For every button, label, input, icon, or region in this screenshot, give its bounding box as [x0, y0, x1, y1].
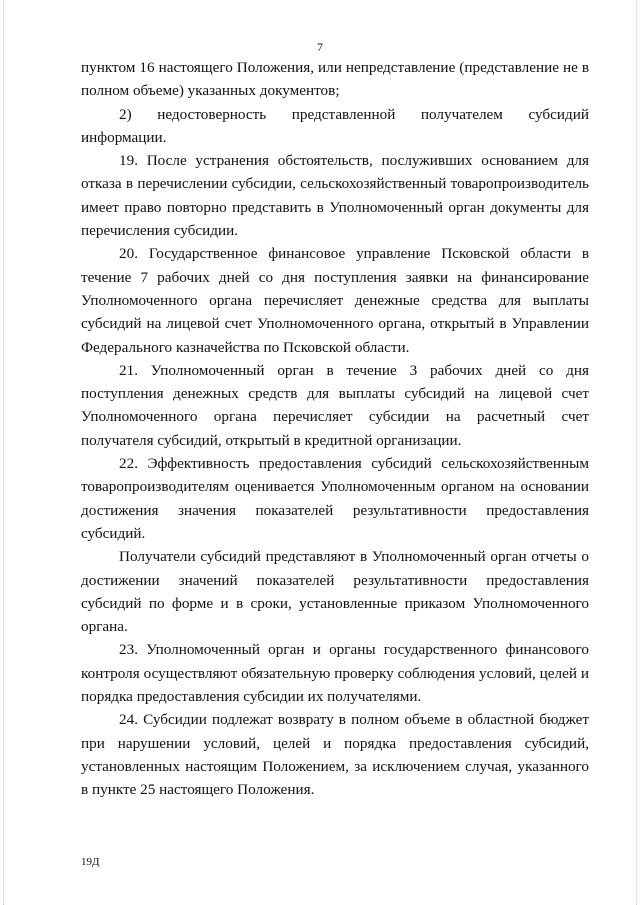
paragraph-20: 20. Государственное финансовое управление Псковской области в течение 7 рабочих дней со дня поступления заявки на финансирование Уполномоченного органа перечисляет денежные средства для выплаты субсидий на лицевой счет Уполномоченного органа, открытый в Управлении Федерального казначейства по Псковской области.: [81, 245, 589, 356]
scan-left-edge: [3, 0, 4, 905]
paragraph-22: 22. Эффективность предоставления субсидий сельскохозяйственным товаропроизводителям оценивается Уполномоченным органом на основании достижения значения показателей результативности предоставления субсидий.: [81, 455, 589, 542]
paragraph-continuation: пунктом 16 настоящего Положения, или непредставление (представление не в полном объеме) указанных документов;: [81, 59, 589, 100]
paragraph-24: 24. Субсидии подлежат возврату в полном объеме в областной бюджет при нарушении условий, целей и порядка предоставления субсидий, установленных настоящим Положением, за исключением случая, указанного в пункте 25 настоящего Положения.: [81, 711, 589, 799]
document-body: [81, 56, 589, 802]
paragraph-reports: Получатели субсидий представляют в Уполномоченный орган отчеты о достижении значений показателей результативности предоставления субсидий по форме и в сроки, установленные приказом Уполномоченного органа.: [81, 548, 589, 636]
paragraph-23: 23. Уполномоченный орган и органы государственного финансового контроля осуществляют обязательную проверку соблюдения условий, целей и порядка предоставления субсидии их получателями.: [81, 641, 589, 706]
paragraph-21: 21. Уполномоченный орган в течение 3 рабочих дней со дня поступления денежных средств для выплаты субсидий на лицевой счет Уполномоченного органа перечисляет субсидии на расчетный счет получателя субсидий, открытый в кредитной организации.: [81, 361, 589, 449]
paragraph-item-2: 2) недостоверность представленной получателем субсидий информации.: [81, 105, 589, 146]
paragraph-19: 19. После устранения обстоятельств, послуживших основанием для отказа в перечислении субсидии, сельскохозяйственный товаропроизводитель имеет право повторно представить в Уполномоченный орган документы для перечисления субсидии.: [81, 152, 589, 240]
scan-right-edge: [636, 0, 637, 905]
footer-code: 19Д: [81, 856, 100, 868]
page-number: 7: [317, 40, 323, 54]
